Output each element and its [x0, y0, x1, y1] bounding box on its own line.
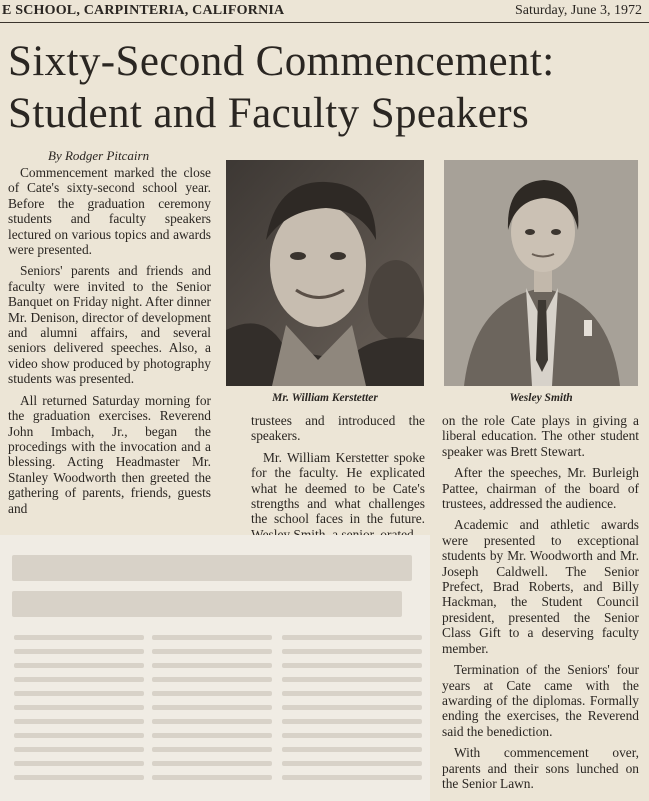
paragraph: trustees and introduced the speakers. [251, 413, 425, 444]
headline-line-2: Student and Faculty Speakers [8, 90, 530, 137]
portrait-kerstetter-illustration [226, 160, 424, 386]
masthead-date: Saturday, June 3, 1972 [514, 3, 642, 18]
paragraph: on the role Cate plays in giving a liberal education. The other student speaker was Brett Stewart. [442, 413, 639, 459]
photo-kerstetter [226, 160, 424, 386]
headline-line-1: Sixty-Second Commencement: [8, 38, 555, 85]
photo-wesley-smith [444, 160, 638, 386]
article-column-2 [251, 413, 425, 548]
paragraph: Mr. William Kerstetter spoke for the faculty. He explicated what he deemed to be Cate's strengths and what challenges the school faces in the future. [251, 449, 425, 527]
caption-wesley-smith: Wesley Smith [509, 392, 573, 404]
portrait-wesley-smith-illustration [444, 160, 638, 386]
paragraph: Termination of the Seniors' four years at Cate came with the awarding of the diplomas. Formally ending the exercises, the Reverend said the benediction. [442, 662, 639, 739]
byline: By Rodger Pitcairn [48, 148, 150, 163]
caption-kerstetter: Mr. William Kerstetter [272, 392, 378, 404]
masthead-school: E SCHOOL, CARPINTERIA, CALIFORNIA [2, 3, 285, 18]
paragraph: After the speeches, Mr. Burleigh Pattee, chairman of the board of trustees, addressed the audience. [442, 465, 639, 512]
article-column-3 [442, 413, 639, 797]
paragraph: Commencement marked the close of Cate's sixty-second school year. Before the graduation ceremony students and faculty speakers lectured on various topics and awards were presented. [8, 165, 211, 258]
headline [8, 36, 648, 140]
faded-bleed-through-area [0, 535, 430, 801]
article-column-1 [8, 165, 211, 522]
paragraph: All returned Saturday morning for the graduation exercises. Reverend John Imbach, Jr., began the procedings with the invocation and a blessing. Acting Headmaster Mr. Stanley Woodworth then greeted the gathering of parents, friends, guests and [8, 392, 211, 516]
paragraph: Seniors' parents and friends and faculty were invited to the Senior Banquet on Friday night. After dinner Mr. Denison, director of development and alumni affairs, and several seniors delivered speeches. Also, a video show produced by photography students was presented. [8, 263, 211, 387]
paragraph: Academic and athletic awards were presented to exceptional students by Mr. Woodworth and Mr. Joseph Caldwell. The Senior Prefect, Brad Roberts, and Billy Hackman, the Student Council president, presented the Senior Class Gift to a deserving faculty member. [442, 517, 639, 656]
masthead [0, 0, 649, 23]
paragraph: With commencement over, parents and their sons lunched on the Senior Lawn. [442, 745, 639, 791]
